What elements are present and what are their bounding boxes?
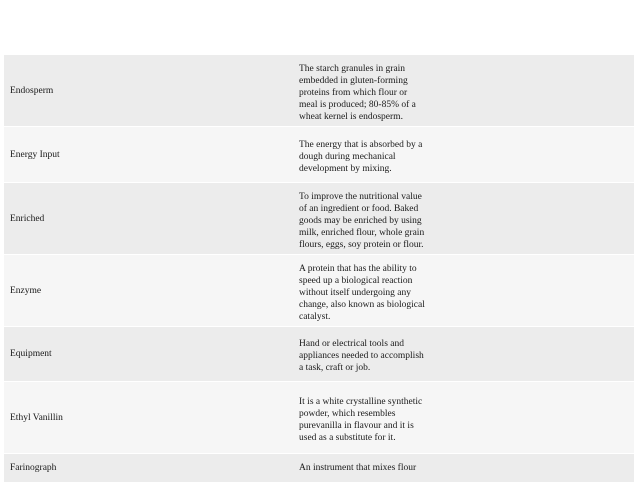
term-cell: Enzyme (10, 285, 42, 296)
term-cell: Equipment (10, 349, 52, 359)
definition-cell: A protein that has the ability to speed up a biological reaction without itself undergoing any change, also known as biological catalyst. (299, 263, 425, 322)
definition-cell: The energy that is absorbed by a dough during mechanical development by mixing. (299, 139, 423, 174)
table-row (4, 183, 634, 255)
table-row (4, 382, 634, 454)
glossary-table (4, 55, 634, 483)
table-row (4, 127, 634, 183)
term-cell: Ethyl Vanillin (10, 412, 63, 423)
term-cell: Endosperm (10, 85, 54, 96)
table-row (4, 55, 634, 127)
definition-cell: An instrument that mixes flour (299, 463, 417, 473)
term-cell: Farinograph (10, 463, 57, 473)
table-row (4, 454, 634, 483)
definition-cell: Hand or electrical tools and appliances needed to accomplish a task, craft or job. (299, 339, 424, 373)
table-row (4, 327, 634, 382)
definition-cell: The starch granules in grain embedded in gluten-forming proteins from which flour or meal is produced; 80-85% of a wheat kernel is endosperm. (299, 63, 416, 122)
definition-cell: To improve the nutritional value of an ingredient or food. Baked goods may be enriched by using milk, enriched flour, whole grain flours, eggs, soy protein or flour. (299, 191, 425, 250)
term-cell: Energy Input (10, 149, 60, 160)
table-row (4, 255, 634, 327)
definition-cell: It is a white crystalline synthetic powder, which resembles purevanilla in flavour and it is used as a substitute for it. (299, 396, 423, 443)
term-cell: Enriched (10, 213, 45, 224)
